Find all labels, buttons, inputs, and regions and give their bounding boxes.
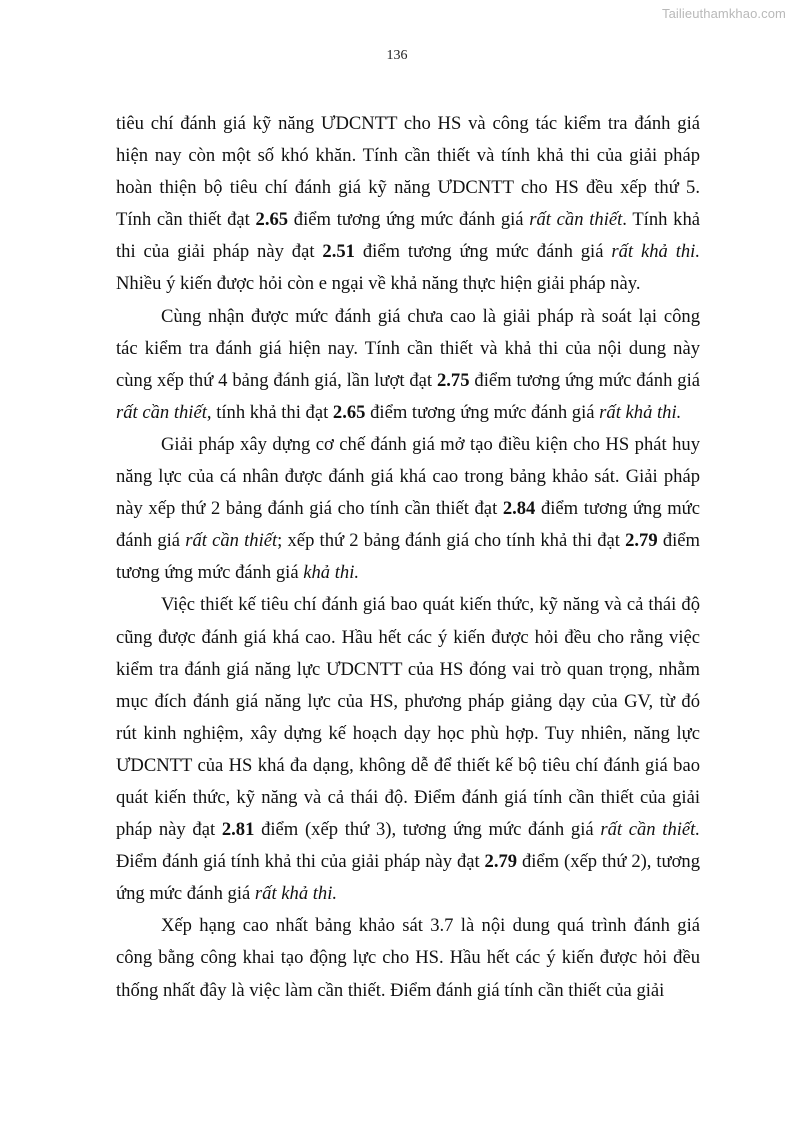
text-run: công bằng công khai tạo động lực cho HS. Hầu hết các ý kiến được hỏi đều xyxy=(116,947,700,969)
text-run: cũng được đánh giá khá cao. Hầu hết các ý kiến được hỏi đều cho rằng việc xyxy=(116,626,700,648)
bold-value: 2.65 xyxy=(332,401,366,423)
text-line xyxy=(116,718,700,750)
bold-value: 2.51 xyxy=(322,241,355,263)
text-line xyxy=(116,686,700,718)
bold-value: 2.79 xyxy=(625,530,658,552)
text-run: quát kiến thức, kỹ năng và cả thái độ. Điểm đánh giá tính cần thiết của giải xyxy=(116,786,700,808)
text-line xyxy=(116,172,700,204)
text-run: điểm tương ứng mức đánh giá xyxy=(288,209,530,231)
italic-phrase: rất khả thi. xyxy=(599,401,682,423)
text-line xyxy=(116,397,700,429)
paragraph xyxy=(116,910,700,1006)
text-line xyxy=(116,268,700,300)
text-line xyxy=(116,557,700,589)
italic-phrase: rất cần thiết xyxy=(529,209,623,231)
text-line xyxy=(116,654,700,686)
text-run: ƯDCNTT của HS khá đa dạng, không dễ để thiết kế bộ tiêu chí đánh giá bao xyxy=(116,754,700,776)
text-line xyxy=(116,333,700,365)
text-line xyxy=(116,461,700,493)
text-line xyxy=(116,846,700,878)
text-line xyxy=(116,204,700,236)
text-run: Việc thiết kế tiêu chí đánh giá bao quát kiến thức, kỹ năng và cả thái độ xyxy=(161,594,700,616)
text-run: ứng mức đánh giá xyxy=(116,883,255,905)
text-line xyxy=(116,782,700,814)
text-run: điểm tương ứng mức đánh giá xyxy=(365,401,600,423)
bold-value: 2.65 xyxy=(255,209,289,231)
text-run: điểm tương ứng mức đánh giá xyxy=(354,241,612,263)
text-run: . Tính khả xyxy=(622,209,701,231)
text-run: điểm tương ứng mức xyxy=(535,498,700,520)
bold-value: 2.75 xyxy=(436,369,470,391)
bold-value: 2.81 xyxy=(221,819,255,841)
paragraph xyxy=(116,429,700,589)
text-line xyxy=(116,108,700,140)
paragraph xyxy=(116,589,700,910)
text-run: thi của giải pháp này đạt xyxy=(116,241,323,263)
text-run: Xếp hạng cao nhất bảng khảo sát 3.7 là nội dung quá trình đánh giá xyxy=(161,915,700,937)
text-line xyxy=(116,589,700,621)
text-run: điểm tương ứng mức đánh giá xyxy=(469,369,700,391)
text-line xyxy=(116,301,700,333)
text-line xyxy=(116,525,700,557)
text-run: tương ứng mức đánh giá xyxy=(116,562,304,584)
text-line xyxy=(116,493,700,525)
italic-phrase: rất cần thiết xyxy=(185,530,278,552)
text-run: pháp này đạt xyxy=(116,819,222,841)
text-run: kiểm tra đánh giá năng lực ƯDCNTT của HS đóng vai trò quan trọng, nhằm xyxy=(116,658,700,680)
text-run: mục đích đánh giá năng lực của HS, phương pháp giảng dạy của GV, từ đó xyxy=(116,690,700,712)
italic-phrase: rất cần thiết xyxy=(116,401,207,423)
page-number: 136 xyxy=(386,48,408,63)
text-run: Tính cần thiết đạt xyxy=(116,209,256,231)
paragraph xyxy=(116,301,700,429)
text-line xyxy=(116,140,700,172)
text-line xyxy=(116,975,700,1007)
text-run: đánh giá xyxy=(116,530,186,552)
text-run: điểm xyxy=(657,530,701,552)
text-line xyxy=(116,942,700,974)
text-run: rút kinh nghiệm, xây dựng kế hoạch dạy học phù hợp. Tuy nhiên, năng lực xyxy=(116,722,700,744)
text-line xyxy=(116,910,700,942)
bold-value: 2.84 xyxy=(502,498,536,520)
italic-phrase: rất cần thiết. xyxy=(600,819,700,841)
text-line xyxy=(116,236,700,268)
text-run: hiện nay còn một số khó khăn. Tính cần thiết và tính khả thi của giải pháp xyxy=(116,145,700,167)
text-line xyxy=(116,878,700,910)
text-run: Điểm đánh giá tính khả thi của giải pháp này đạt xyxy=(116,851,485,873)
text-run: ; xếp thứ 2 bảng đánh giá cho tính khả thi đạt xyxy=(277,530,626,552)
text-run: Cùng nhận được mức đánh giá chưa cao là giải pháp rà soát lại công xyxy=(161,305,700,327)
text-run: Giải pháp xây dựng cơ chế đánh giá mở tạo điều kiện cho HS phát huy xyxy=(161,433,700,455)
text-run: này xếp thứ 2 bảng đánh giá cho tính cần thiết đạt xyxy=(116,498,503,520)
text-line xyxy=(116,814,700,846)
text-run: điểm (xếp thứ 2), tương xyxy=(517,851,700,873)
text-line xyxy=(116,622,700,654)
italic-phrase: rất khả thi. xyxy=(611,241,700,263)
text-run: thống nhất đây là việc làm cần thiết. Điểm đánh giá tính cần thiết của giải xyxy=(116,979,665,1001)
bold-value: 2.79 xyxy=(484,851,518,873)
watermark: Tailieuthamkhao.com xyxy=(661,6,786,21)
body-text xyxy=(116,108,700,1007)
text-line xyxy=(116,365,700,397)
text-line xyxy=(116,750,700,782)
paragraph xyxy=(116,108,700,301)
text-run: , tính khả thi đạt xyxy=(206,401,333,423)
text-run: Nhiều ý kiến được hỏi còn e ngại về khả năng thực hiện giải pháp này. xyxy=(116,273,641,295)
italic-phrase: khả thi. xyxy=(303,562,360,584)
text-run: điểm (xếp thứ 3), tương ứng mức đánh giá xyxy=(254,819,601,841)
italic-phrase: rất khả thi. xyxy=(254,883,338,905)
text-run: tác kiểm tra đánh giá hiện nay. Tính cần thiết và khả thi của nội dung này xyxy=(116,337,700,359)
text-run: tiêu chí đánh giá kỹ năng ƯDCNTT cho HS và công tác kiểm tra đánh giá xyxy=(116,113,700,134)
text-run: hoàn thiện bộ tiêu chí đánh giá kỹ năng ƯDCNTT cho HS đều xếp thứ 5. xyxy=(116,177,700,199)
text-run: năng lực của cá nhân được đánh giá khá cao trong bảng khảo sát. Giải pháp xyxy=(116,466,700,488)
text-run: cùng xếp thứ 4 bảng đánh giá, lần lượt đạt xyxy=(116,369,437,391)
text-line xyxy=(116,429,700,461)
